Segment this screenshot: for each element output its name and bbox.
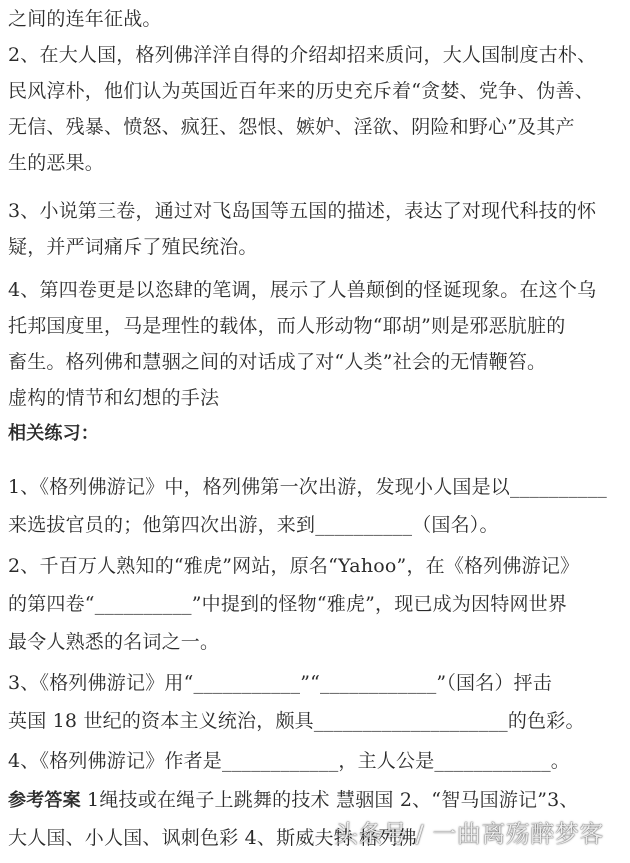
text-line: 畜生。格列佛和慧骃之间的对话成了对“人类”社会的无情鞭笞。	[8, 351, 547, 373]
text-line: 4、第四卷更是以恣肆的笔调，展示了人兽颠倒的怪诞现象。在这个乌	[8, 279, 597, 301]
exercise-line: 英国 18 世纪的资本主义统治，颇具____________________的色彩。	[8, 710, 585, 732]
text-line: 疑，并严词痛斥了殖民统治。	[8, 236, 258, 258]
text-line: 虚构的情节和幻想的手法	[8, 387, 220, 409]
text-line: 2、在大人国，格列佛洋洋自得的介绍却招来质问，大人国制度古朴、	[8, 44, 597, 66]
answer-line	[8, 782, 579, 818]
exercise-line: 2、千百万人熟知的“雅虎”网站，原名“Yahoo”，在《格列佛游记》	[8, 555, 580, 577]
answer-label: 参考答案	[8, 790, 81, 811]
practice-heading: 相关练习：	[8, 423, 99, 444]
exercise-line: 来选拔官员的；他第四次出游，来到__________（国名）。	[8, 514, 499, 536]
exercise-line: 最令人熟悉的名词之一。	[8, 631, 220, 653]
answer-line: 大人国、小人国、讽刺色彩 4、斯威夫特 格列佛	[8, 827, 417, 849]
text-line: 托邦国度里，马是理性的载体，而人形动物“耶胡”则是邪恶肮脏的	[8, 315, 566, 337]
text-line: 3、小说第三卷，通过对飞岛国等五国的描述，表达了对现代科技的怀	[8, 200, 597, 222]
text-line: 民风淳朴，他们认为英国近百年来的历史充斥着“贪婪、党争、伪善、	[8, 80, 594, 102]
answer-text: 1绳技或在绳子上跳舞的技术 慧骃国 2、“智马国游记”3、	[80, 789, 579, 811]
exercise-line: 的第四卷“__________”中提到的怪物“雅虎”，现已成为因特网世界	[8, 593, 568, 615]
text-line: 无信、残暴、愤怒、疯狂、怨恨、嫉妒、淫欲、阴险和野心”及其产	[8, 116, 575, 138]
text-line: 之间的连年征战。	[8, 8, 162, 30]
exercise-line: 1、《格列佛游记》中，格列佛第一次出游，发现小人国是以__________	[8, 476, 607, 498]
exercise-line: 3、《格列佛游记》用“___________”“____________”（国名）抨击	[8, 672, 553, 694]
exercise-line: 4、《格列佛游记》作者是____________，主人公是____________。	[8, 750, 570, 772]
text-line: 生的恶果。	[8, 152, 105, 174]
watermark: 头条号 / 一曲离殇醉梦客	[334, 820, 604, 848]
